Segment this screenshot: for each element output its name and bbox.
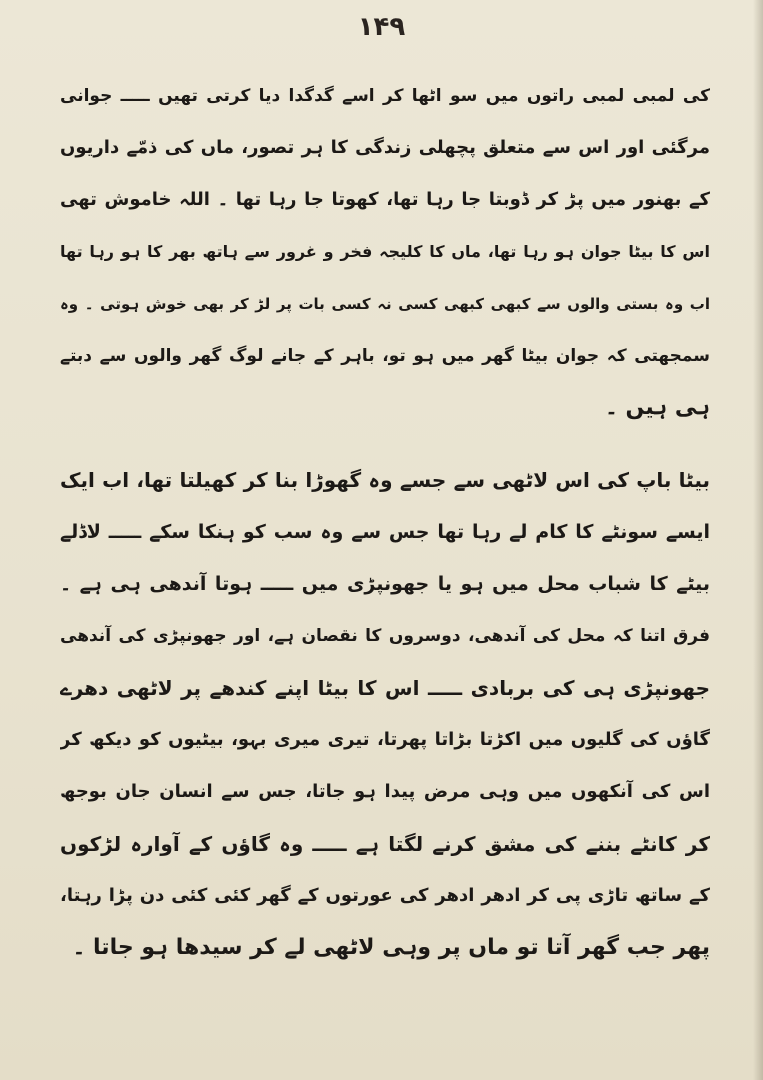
- text-line: اس کا بیٹا جوان ہو رہا تھا، ماں کا کلیجہ فخر و غرور سے ہاتھ بھر کا ہو رہا تھا: [60, 242, 710, 261]
- text-line: اب وہ بستی والوں سے کبھی کبھی کسی نہ کسی بات پر لڑ کر بھی خوش ہوتی ۔ وہ: [60, 295, 710, 313]
- text-line: کے ساتھ تاڑی پی کر ادھر ادھر کی عورتوں کے گھر کئی کئی دن پڑا رہتا،: [60, 885, 710, 906]
- text-line: سمجھتی کہ جوان بیٹا گھر میں ہو تو، باہر کے جانے لوگ گھر والوں سے دبتے: [60, 346, 710, 366]
- text-line: بیٹا باپ کی اس لاٹھی سے جسے وہ گھوڑا بنا کر کھیلتا تھا، اب ایک: [60, 468, 710, 492]
- text-line: اس کی آنکھوں میں وہی مرض پیدا ہو جاتا، جس سے انسان جان بوجھ: [60, 781, 710, 802]
- text-line: مرگئی اور اس سے متعلق پچھلی زندگی کا ہر تصور، ماں کی ذمّے داریوں: [60, 137, 710, 158]
- text-line: جھونپڑی ہی کی بربادی ـــــ اس کا بیٹا اپنے کندھے پر لاٹھی دھرے: [60, 676, 710, 700]
- body-text: [60, 70, 710, 974]
- paragraph-2: [60, 454, 710, 974]
- paragraph-1: [60, 70, 710, 434]
- paragraph-gap: [60, 434, 710, 454]
- text-line: پھر جب گھر آتا تو ماں پر وہی لاٹھی لے کر سیدھا ہو جاتا ۔: [72, 935, 710, 960]
- text-line: گاؤں کی گلیوں میں اکڑتا بڑاتا پھرتا، تیری میری بہو، بیٹیوں کو دیکھ کر: [60, 729, 710, 750]
- page-edge-shadow: [753, 0, 763, 1080]
- text-line: فرق اتنا کہ محل کی آندھی، دوسروں کا نقصان ہے، اور جھونپڑی کی آندھی: [60, 626, 710, 646]
- text-line: ایسے سونٹے کا کام لے رہا تھا جس سے وہ سب کو ہنکا سکے ـــــ لاڈلے: [60, 521, 710, 543]
- text-line: ہی ہیں ۔: [604, 395, 710, 420]
- text-line: کر کانٹے بننے کی مشق کرنے لگتا ہے ـــــ وہ گاؤں کے آوارہ لڑکوں: [60, 832, 710, 856]
- page-number: ۱۴۹: [357, 12, 406, 42]
- text-line: کے بھنور میں پڑ کر ڈوبتا جا رہا تھا، کھوتا جا رہا تھا ۔ اللہ خاموش تھی: [60, 189, 710, 210]
- text-line: کی لمبی لمبی راتوں میں سو اٹھا کر اسے گدگدا دیا کرتی تھیں ـــــ جوانی: [60, 86, 710, 106]
- text-line: بیٹے کا شباب محل میں ہو یا جھونپڑی میں ـــــ ہوتا آندھی ہی ہے ۔: [60, 573, 710, 595]
